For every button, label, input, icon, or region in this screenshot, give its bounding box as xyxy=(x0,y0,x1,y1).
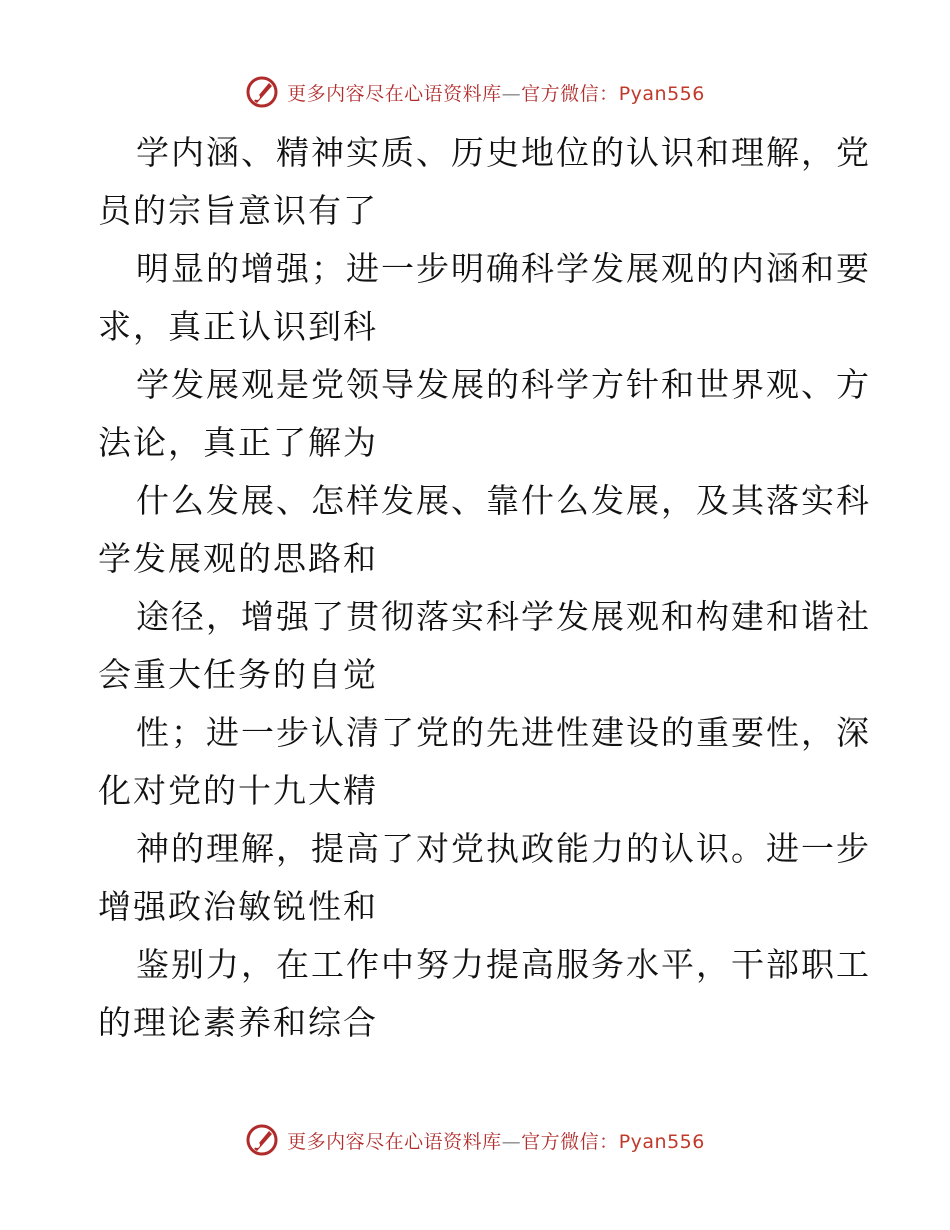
body-line: 的理论素养和综合 xyxy=(98,1003,378,1042)
footer-wechat-label: 官方微信： xyxy=(521,1130,619,1153)
body-line: 什么发展、怎样发展、靠什么发展，及其落实科 xyxy=(136,481,871,520)
header-main-text: 更多内容尽在心语资料库 xyxy=(287,82,502,105)
body-line: 性；进一步认清了党的先进性建设的重要性，深 xyxy=(136,713,871,752)
body-line: 会重大任务的自觉 xyxy=(98,655,378,694)
body-line: 学发展观的思路和 xyxy=(98,539,378,578)
header-banner xyxy=(0,70,950,114)
footer-wechat-id: Pyan556 xyxy=(618,1130,705,1153)
footer-separator: — xyxy=(501,1130,522,1153)
header-wechat-label: 官方微信： xyxy=(521,82,619,105)
footer-banner-text xyxy=(287,1127,705,1154)
body-line: 员的宗旨意识有了 xyxy=(98,191,378,230)
body-line: 学内涵、精神实质、历史地位的认识和理解，党 xyxy=(136,133,871,172)
body-line: 神的理解，提高了对党执政能力的认识。进一步 xyxy=(136,829,871,868)
body-line: 明显的增强；进一步明确科学发展观的内涵和要 xyxy=(136,249,871,288)
body-line: 化对党的十九大精 xyxy=(98,771,378,810)
footer-banner xyxy=(0,1118,950,1162)
body-line: 增强政治敏锐性和 xyxy=(98,887,378,926)
body-line: 学发展观是党领导发展的科学方针和世界观、方 xyxy=(136,365,871,404)
document-body xyxy=(98,124,871,1052)
body-line: 途径，增强了贯彻落实科学发展观和构建和谐社 xyxy=(136,597,871,636)
footer-main-text: 更多内容尽在心语资料库 xyxy=(287,1130,502,1153)
body-line: 求，真正认识到科 xyxy=(98,307,378,346)
body-line: 法论，真正了解为 xyxy=(98,423,378,462)
quill-pen-icon xyxy=(245,75,279,109)
header-separator: — xyxy=(501,82,522,105)
quill-pen-icon xyxy=(245,1123,279,1157)
body-line: 鉴别力，在工作中努力提高服务水平，干部职工 xyxy=(136,945,871,984)
header-wechat-id: Pyan556 xyxy=(618,82,705,105)
header-banner-text xyxy=(287,79,705,106)
